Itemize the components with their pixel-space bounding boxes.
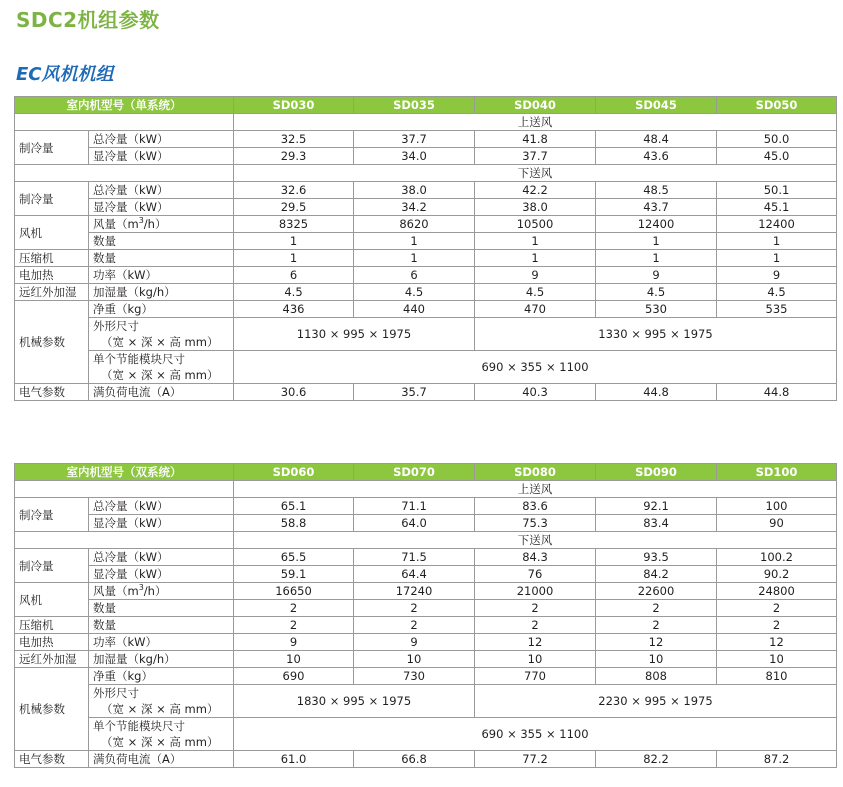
net-weight-value: 440 — [354, 301, 475, 318]
table-row — [15, 182, 837, 199]
up-sensible-cooling-value: 58.8 — [234, 515, 354, 532]
row-label-power: 功率（kW） — [89, 267, 234, 284]
humidification-value: 4.5 — [234, 284, 354, 301]
down-sensible-cooling-value: 59.1 — [234, 566, 354, 583]
row-label-fan-qty: 数量 — [89, 233, 234, 250]
up-total-cooling-value: 71.1 — [354, 498, 475, 515]
model-name: SD030 — [234, 97, 354, 114]
humidification-value: 4.5 — [475, 284, 596, 301]
comp-qty-value: 2 — [475, 617, 596, 634]
spec-table-single-system — [14, 96, 837, 401]
airflow-value: 10500 — [475, 216, 596, 233]
row-label-sensible-cooling: 显冷量（kW） — [89, 148, 234, 165]
table-row — [15, 634, 837, 651]
down-sensible-cooling-value: 64.4 — [354, 566, 475, 583]
table-row — [15, 583, 837, 600]
fan-qty-value: 1 — [596, 233, 717, 250]
up-total-cooling-value: 48.4 — [596, 131, 717, 148]
group-label-heater: 电加热 — [15, 634, 89, 651]
down-sensible-cooling-value: 29.5 — [234, 199, 354, 216]
up-total-cooling-value: 100 — [717, 498, 837, 515]
up-total-cooling-value: 37.7 — [354, 131, 475, 148]
airflow-value: 17240 — [354, 583, 475, 600]
model-name: SD080 — [475, 464, 596, 481]
row-label-comp-qty: 数量 — [89, 617, 234, 634]
down-sensible-cooling-value: 43.7 — [596, 199, 717, 216]
down-sensible-cooling-value: 84.2 — [596, 566, 717, 583]
down-sensible-cooling-value: 90.2 — [717, 566, 837, 583]
comp-qty-value: 2 — [596, 617, 717, 634]
comp-qty-value: 1 — [596, 250, 717, 267]
net-weight-value: 810 — [717, 668, 837, 685]
heater-power-value: 9 — [354, 634, 475, 651]
table-row — [15, 318, 837, 351]
down-total-cooling-value: 100.2 — [717, 549, 837, 566]
group-label-cooling: 制冷量 — [15, 549, 89, 583]
full-load-current-value: 82.2 — [596, 751, 717, 768]
table-row — [15, 384, 837, 401]
down-sensible-cooling-value: 76 — [475, 566, 596, 583]
group-label-cooling: 制冷量 — [15, 131, 89, 165]
table-row — [15, 267, 837, 284]
humidification-value: 4.5 — [717, 284, 837, 301]
row-label-full-load-current: 满负荷电流（A） — [89, 751, 234, 768]
fan-qty-value: 1 — [234, 233, 354, 250]
fan-qty-value: 2 — [354, 600, 475, 617]
row-label-total-cooling: 总冷量（kW） — [89, 498, 234, 515]
heater-power-value: 6 — [354, 267, 475, 284]
table-row — [15, 617, 837, 634]
row-label-fan-qty: 数量 — [89, 600, 234, 617]
fan-qty-value: 2 — [596, 600, 717, 617]
up-total-cooling-value: 92.1 — [596, 498, 717, 515]
up-sensible-cooling-value: 83.4 — [596, 515, 717, 532]
model-name: SD035 — [354, 97, 475, 114]
net-weight-value: 535 — [717, 301, 837, 318]
row-label-airflow: 风量$(m^3/h)$ — [89, 216, 234, 233]
down-total-cooling-value: 48.5 — [596, 182, 717, 199]
airflow-value: 22600 — [596, 583, 717, 600]
row-label-sensible-cooling: 显冷量（kW） — [89, 566, 234, 583]
airflow-value: 21000 — [475, 583, 596, 600]
table-row — [15, 651, 837, 668]
table-row — [15, 566, 837, 583]
module-dimensions-value: 690 × 355 × 1100 — [234, 718, 837, 751]
heater-power-value: 9 — [717, 267, 837, 284]
comp-qty-value: 2 — [354, 617, 475, 634]
model-name: SD050 — [717, 97, 837, 114]
model-name: SD090 — [596, 464, 717, 481]
up-sensible-cooling-value: 75.3 — [475, 515, 596, 532]
up-sensible-cooling-value: 45.0 — [717, 148, 837, 165]
fan-qty-value: 2 — [234, 600, 354, 617]
row-label-weight: 净重（kg） — [89, 668, 234, 685]
heater-power-value: 12 — [717, 634, 837, 651]
table-row — [15, 549, 837, 566]
comp-qty-value: 1 — [354, 250, 475, 267]
row-label-total-cooling: 总冷量（kW） — [89, 131, 234, 148]
table-row — [15, 284, 837, 301]
model-name: SD060 — [234, 464, 354, 481]
heater-power-value: 9 — [475, 267, 596, 284]
row-label-module-dimensions: 单个节能模块尺寸 （宽 × 深 × 高 mm） — [89, 718, 234, 751]
down-total-cooling-value: 93.5 — [596, 549, 717, 566]
group-label-electrical: 电气参数 — [15, 751, 89, 768]
humidification-value: 4.5 — [596, 284, 717, 301]
net-weight-value: 436 — [234, 301, 354, 318]
table-row — [15, 718, 837, 751]
full-load-current-value: 87.2 — [717, 751, 837, 768]
group-label-compressor: 压缩机 — [15, 617, 89, 634]
airflow-value: 12400 — [717, 216, 837, 233]
up-sensible-cooling-value: 29.3 — [234, 148, 354, 165]
down-sensible-cooling-value: 45.1 — [717, 199, 837, 216]
group-label-mechanical: 机械参数 — [15, 301, 89, 384]
group-label-heater: 电加热 — [15, 267, 89, 284]
table-header-row — [15, 97, 837, 114]
section-up-air: 上送风 — [234, 481, 837, 498]
humidification-value: 10 — [234, 651, 354, 668]
table-row — [15, 199, 837, 216]
down-total-cooling-value: 71.5 — [354, 549, 475, 566]
module-dimensions-value: 690 × 355 × 1100 — [234, 351, 837, 384]
net-weight-value: 470 — [475, 301, 596, 318]
heater-power-value: 12 — [596, 634, 717, 651]
table-row — [15, 148, 837, 165]
section-down-air: 下送风 — [234, 165, 837, 182]
section-row — [15, 532, 837, 549]
airflow-value: 8620 — [354, 216, 475, 233]
group-label-electrical: 电气参数 — [15, 384, 89, 401]
heater-power-value: 9 — [596, 267, 717, 284]
row-label-humidification: 加湿量（kg/h） — [89, 284, 234, 301]
net-weight-value: 690 — [234, 668, 354, 685]
table-row — [15, 600, 837, 617]
section-down-air: 下送风 — [234, 532, 837, 549]
group-label-cooling: 制冷量 — [15, 498, 89, 532]
row-label-dimensions: 外形尺寸 （宽 × 深 × 高 mm） — [89, 318, 234, 351]
full-load-current-value: 30.6 — [234, 384, 354, 401]
fan-qty-value: 1 — [354, 233, 475, 250]
down-sensible-cooling-value: 38.0 — [475, 199, 596, 216]
group-label-humidifier: 远红外加湿 — [15, 284, 89, 301]
down-sensible-cooling-value: 34.2 — [354, 199, 475, 216]
full-load-current-value: 77.2 — [475, 751, 596, 768]
table-row — [15, 751, 837, 768]
up-total-cooling-value: 32.5 — [234, 131, 354, 148]
model-header: 室内机型号（双系统） — [15, 464, 234, 481]
comp-qty-value: 1 — [475, 250, 596, 267]
section-row — [15, 114, 837, 131]
model-name: SD045 — [596, 97, 717, 114]
table-row — [15, 515, 837, 532]
up-sensible-cooling-value: 34.0 — [354, 148, 475, 165]
page-title: SDC2机组参数 — [16, 8, 160, 32]
humidification-value: 4.5 — [354, 284, 475, 301]
full-load-current-value: 35.7 — [354, 384, 475, 401]
table-row — [15, 301, 837, 318]
humidification-value: 10 — [717, 651, 837, 668]
dimensions-value: 1130 × 995 × 1975 — [234, 318, 475, 351]
down-total-cooling-value: 42.2 — [475, 182, 596, 199]
table-row — [15, 216, 837, 233]
row-label-humidification: 加湿量（kg/h） — [89, 651, 234, 668]
humidification-value: 10 — [354, 651, 475, 668]
row-label-sensible-cooling: 显冷量（kW） — [89, 199, 234, 216]
row-label-comp-qty: 数量 — [89, 250, 234, 267]
up-total-cooling-value: 65.1 — [234, 498, 354, 515]
airflow-value: 24800 — [717, 583, 837, 600]
spec-table-dual-system — [14, 463, 837, 768]
section-row — [15, 165, 837, 182]
model-header: 室内机型号（单系统） — [15, 97, 234, 114]
heater-power-value: 6 — [234, 267, 354, 284]
section-subtitle: EC风机机组 — [16, 64, 114, 85]
group-label-mechanical: 机械参数 — [15, 668, 89, 751]
net-weight-value: 730 — [354, 668, 475, 685]
full-load-current-value: 61.0 — [234, 751, 354, 768]
full-load-current-value: 44.8 — [717, 384, 837, 401]
section-row — [15, 481, 837, 498]
table-row — [15, 685, 837, 718]
table-row — [15, 498, 837, 515]
table-row — [15, 351, 837, 384]
row-label-dimensions: 外形尺寸 （宽 × 深 × 高 mm） — [89, 685, 234, 718]
humidification-value: 10 — [596, 651, 717, 668]
fan-qty-value: 1 — [475, 233, 596, 250]
airflow-value: 12400 — [596, 216, 717, 233]
net-weight-value: 770 — [475, 668, 596, 685]
row-label-airflow: 风量$(m^3/h)$ — [89, 583, 234, 600]
table-row — [15, 131, 837, 148]
model-name: SD100 — [717, 464, 837, 481]
up-sensible-cooling-value: 43.6 — [596, 148, 717, 165]
model-name: SD040 — [475, 97, 596, 114]
row-label-weight: 净重（kg） — [89, 301, 234, 318]
table-row — [15, 668, 837, 685]
fan-qty-value: 2 — [475, 600, 596, 617]
down-total-cooling-value: 65.5 — [234, 549, 354, 566]
full-load-current-value: 44.8 — [596, 384, 717, 401]
net-weight-value: 808 — [596, 668, 717, 685]
dimensions-value: 2230 × 995 × 1975 — [475, 685, 837, 718]
down-total-cooling-value: 38.0 — [354, 182, 475, 199]
heater-power-value: 9 — [234, 634, 354, 651]
airflow-value: 8325 — [234, 216, 354, 233]
down-total-cooling-value: 32.6 — [234, 182, 354, 199]
row-label-power: 功率（kW） — [89, 634, 234, 651]
up-total-cooling-value: 41.8 — [475, 131, 596, 148]
down-total-cooling-value: 84.3 — [475, 549, 596, 566]
row-label-total-cooling: 总冷量（kW） — [89, 549, 234, 566]
row-label-full-load-current: 满负荷电流（A） — [89, 384, 234, 401]
section-up-air: 上送风 — [234, 114, 837, 131]
airflow-value: 16650 — [234, 583, 354, 600]
group-label-fan: 风机 — [15, 216, 89, 250]
row-label-sensible-cooling: 显冷量（kW） — [89, 515, 234, 532]
group-label-compressor: 压缩机 — [15, 250, 89, 267]
up-sensible-cooling-value: 37.7 — [475, 148, 596, 165]
heater-power-value: 12 — [475, 634, 596, 651]
up-total-cooling-value: 83.6 — [475, 498, 596, 515]
humidification-value: 10 — [475, 651, 596, 668]
comp-qty-value: 2 — [717, 617, 837, 634]
group-label-fan: 风机 — [15, 583, 89, 617]
fan-qty-value: 2 — [717, 600, 837, 617]
up-sensible-cooling-value: 64.0 — [354, 515, 475, 532]
comp-qty-value: 2 — [234, 617, 354, 634]
row-label-total-cooling: 总冷量（kW） — [89, 182, 234, 199]
full-load-current-value: 40.3 — [475, 384, 596, 401]
up-sensible-cooling-value: 90 — [717, 515, 837, 532]
table-row — [15, 250, 837, 267]
up-total-cooling-value: 50.0 — [717, 131, 837, 148]
group-label-humidifier: 远红外加湿 — [15, 651, 89, 668]
net-weight-value: 530 — [596, 301, 717, 318]
row-label-module-dimensions: 单个节能模块尺寸 （宽 × 深 × 高 mm） — [89, 351, 234, 384]
group-label-cooling: 制冷量 — [15, 182, 89, 216]
model-name: SD070 — [354, 464, 475, 481]
table-header-row — [15, 464, 837, 481]
comp-qty-value: 1 — [717, 250, 837, 267]
down-total-cooling-value: 50.1 — [717, 182, 837, 199]
dimensions-value: 1830 × 995 × 1975 — [234, 685, 475, 718]
comp-qty-value: 1 — [234, 250, 354, 267]
fan-qty-value: 1 — [717, 233, 837, 250]
full-load-current-value: 66.8 — [354, 751, 475, 768]
dimensions-value: 1330 × 995 × 1975 — [475, 318, 837, 351]
table-row — [15, 233, 837, 250]
